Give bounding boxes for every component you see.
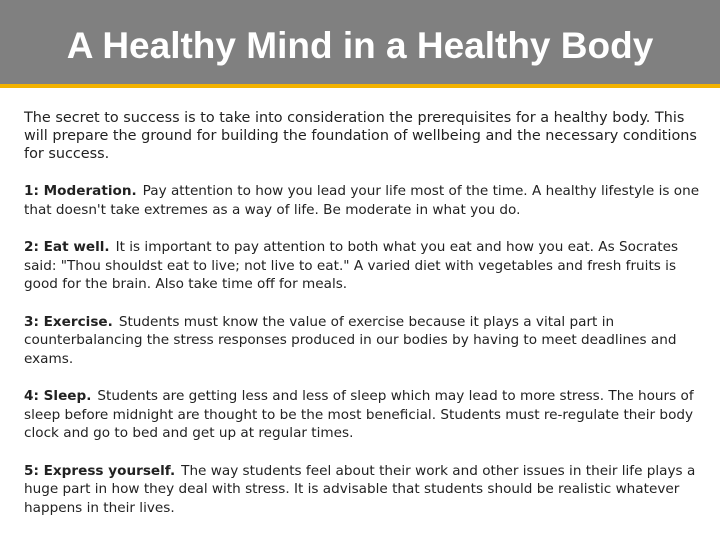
- title-bar: [0, 0, 720, 84]
- point-heading: 5: Express yourself.: [24, 462, 176, 479]
- accent-divider: [0, 84, 720, 88]
- point-sleep: [24, 387, 700, 443]
- point-heading: 3: Exercise.: [24, 313, 113, 330]
- point-moderation: [24, 182, 700, 219]
- point-heading: 4: Sleep.: [24, 388, 92, 404]
- point-text: Pay attention to how you lead your life most of the time. A healthy lifestyle is one that doesn't take extremes as a way of life. Be moderate in what you do.: [24, 183, 700, 218]
- point-heading: 2: Eat well.: [24, 239, 110, 255]
- point-express-yourself: [24, 462, 700, 518]
- slide-title: A Healthy Mind in a Healthy Body: [66, 25, 654, 66]
- point-eat-well: [24, 238, 700, 294]
- slide-content: [24, 109, 700, 536]
- point-text: The way students feel about their work and other issues in their life plays a huge part in how they deal with stress. It is advisable that students should be realistic whatever happens in their lives.: [24, 462, 696, 516]
- point-text: It is important to pay attention to both what you eat and how you eat. As Socrates said: "Thou shouldst eat to live; not live to eat." A varied diet with vegetables and fresh fruits is good for the brain. Also take time off for meals.: [24, 239, 679, 292]
- point-exercise: [24, 313, 700, 369]
- point-text: Students are getting less and less of sleep which may lead to more stress. The hours of sleep before midnight are thought to be the most beneficial. Students must re-regulate their body clock and go to bed and get up at regular times.: [24, 388, 694, 441]
- intro-paragraph: The secret to success is to take into consideration the prerequisites for a healthy body. This will prepare the ground for building the foundation of wellbeing and the necessary conditions for success.: [24, 110, 697, 162]
- point-text: Students must know the value of exercise because it plays a vital part in counterbalancing the stress responses produced in our bodies by having to meet deadlines and exams.: [24, 313, 677, 367]
- point-heading: 1: Moderation.: [24, 183, 137, 199]
